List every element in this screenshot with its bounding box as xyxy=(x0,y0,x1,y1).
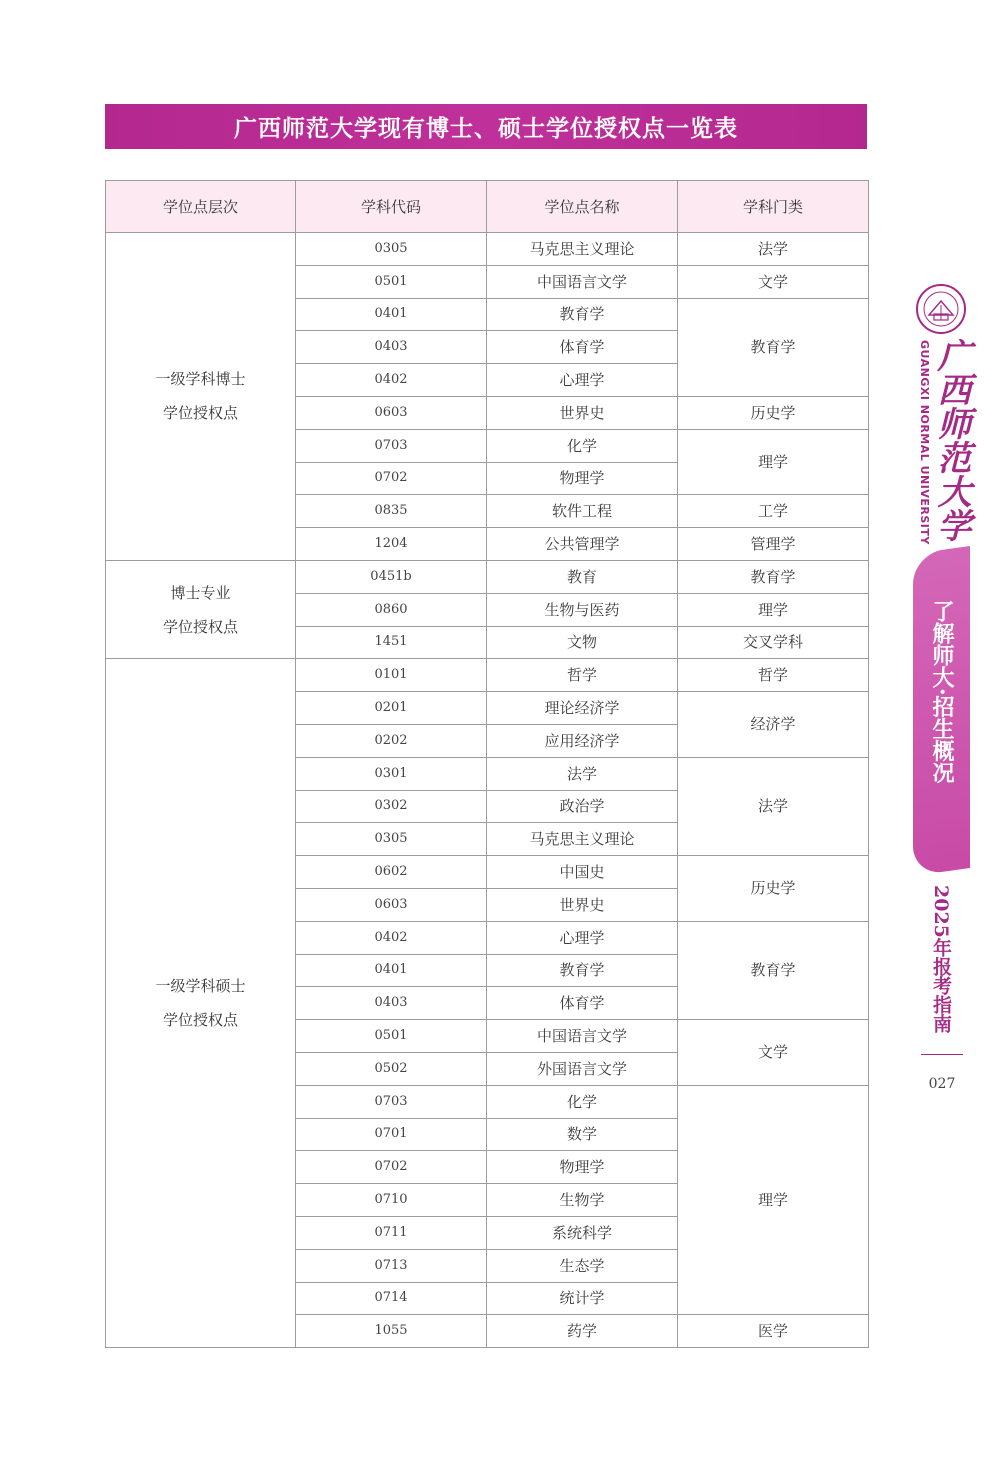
subject-code-cell: 0302 xyxy=(296,790,487,823)
degree-level-cell xyxy=(106,560,296,658)
discipline-category-cell: 文学 xyxy=(678,1020,869,1086)
degree-level-line: 一级学科硕士 xyxy=(155,977,246,996)
subject-code-cell: 0501 xyxy=(296,265,487,298)
table-row xyxy=(106,233,869,266)
subject-code-cell: 1055 xyxy=(296,1315,487,1348)
section-tab-label: 了解师大·招生概况 xyxy=(929,600,955,784)
degree-name-cell: 生物学 xyxy=(487,1184,678,1217)
subject-code-cell: 0402 xyxy=(296,364,487,397)
discipline-category-cell: 教育学 xyxy=(678,921,869,1019)
discipline-category-cell: 教育学 xyxy=(678,560,869,593)
degree-level-cell xyxy=(106,233,296,561)
discipline-category-cell: 医学 xyxy=(678,1315,869,1348)
degree-name-cell: 法学 xyxy=(487,757,678,790)
subject-code-cell: 0305 xyxy=(296,823,487,856)
table-header-row xyxy=(106,181,869,233)
subject-code-cell: 0714 xyxy=(296,1282,487,1315)
degree-name-cell: 数学 xyxy=(487,1118,678,1151)
subject-code-cell: 0305 xyxy=(296,233,487,266)
subject-code-cell: 0401 xyxy=(296,954,487,987)
table-row xyxy=(106,560,869,593)
subject-code-cell: 0702 xyxy=(296,462,487,495)
degree-name-cell: 体育学 xyxy=(487,987,678,1020)
subject-code-cell: 0701 xyxy=(296,1118,487,1151)
degree-name-cell: 马克思主义理论 xyxy=(487,233,678,266)
subject-code-cell: 0860 xyxy=(296,593,487,626)
university-name-en: GUANGXI NORMAL UNIVERSITY xyxy=(918,340,931,545)
degree-level-line: 学位授权点 xyxy=(162,1011,238,1030)
discipline-category-cell: 交叉学科 xyxy=(678,626,869,659)
subject-code-cell: 0711 xyxy=(296,1216,487,1249)
degree-level-cell xyxy=(106,659,296,1348)
degree-level-line: 博士专业 xyxy=(170,583,231,602)
degree-name-cell: 体育学 xyxy=(487,331,678,364)
discipline-category-cell: 法学 xyxy=(678,757,869,855)
discipline-category-cell: 理学 xyxy=(678,429,869,495)
header-category: 学科门类 xyxy=(678,181,869,233)
degree-name-cell: 应用经济学 xyxy=(487,724,678,757)
discipline-category-cell: 经济学 xyxy=(678,692,869,758)
degree-name-cell: 教育学 xyxy=(487,954,678,987)
discipline-category-cell: 教育学 xyxy=(678,298,869,396)
page-title: 广西师范大学现有博士、硕士学位授权点一览表 xyxy=(105,104,867,149)
subject-code-cell: 0835 xyxy=(296,495,487,528)
degree-name-cell: 政治学 xyxy=(487,790,678,823)
table-body xyxy=(106,233,869,1348)
header-level: 学位点层次 xyxy=(106,181,296,233)
page-number: 027 xyxy=(928,1076,956,1092)
subject-code-cell: 0451b xyxy=(296,560,487,593)
degree-name-cell: 化学 xyxy=(487,429,678,462)
subject-code-cell: 0202 xyxy=(296,724,487,757)
university-seal-icon xyxy=(915,283,967,335)
subject-code-cell: 1204 xyxy=(296,528,487,561)
degree-name-cell: 文物 xyxy=(487,626,678,659)
discipline-category-cell: 工学 xyxy=(678,495,869,528)
discipline-category-cell: 文学 xyxy=(678,265,869,298)
degree-name-cell: 生物与医药 xyxy=(487,593,678,626)
subject-code-cell: 0713 xyxy=(296,1249,487,1282)
subject-code-cell: 0703 xyxy=(296,1085,487,1118)
discipline-category-cell: 法学 xyxy=(678,233,869,266)
degree-name-cell: 统计学 xyxy=(487,1282,678,1315)
degree-name-cell: 物理学 xyxy=(487,1151,678,1184)
subject-code-cell: 0101 xyxy=(296,659,487,692)
subject-code-cell: 0402 xyxy=(296,921,487,954)
degree-name-cell: 心理学 xyxy=(487,364,678,397)
degree-level-line: 一级学科博士 xyxy=(155,370,246,389)
degree-name-cell: 教育学 xyxy=(487,298,678,331)
degree-name-cell: 生态学 xyxy=(487,1249,678,1282)
discipline-category-cell: 哲学 xyxy=(678,659,869,692)
subject-code-cell: 0603 xyxy=(296,396,487,429)
subject-code-cell: 0703 xyxy=(296,429,487,462)
degree-name-cell: 系统科学 xyxy=(487,1216,678,1249)
subject-code-cell: 0201 xyxy=(296,692,487,725)
degree-level-line: 学位授权点 xyxy=(162,404,238,423)
discipline-category-cell: 理学 xyxy=(678,1085,869,1315)
table-row xyxy=(106,659,869,692)
degree-name-cell: 化学 xyxy=(487,1085,678,1118)
subject-code-cell: 0603 xyxy=(296,888,487,921)
degree-name-cell: 世界史 xyxy=(487,396,678,429)
subject-code-cell: 0401 xyxy=(296,298,487,331)
subject-code-cell: 0301 xyxy=(296,757,487,790)
degree-name-cell: 公共管理学 xyxy=(487,528,678,561)
university-name-cn: 广西师范大学 xyxy=(931,338,971,542)
header-code: 学科代码 xyxy=(296,181,487,233)
subject-code-cell: 0403 xyxy=(296,987,487,1020)
guide-title: 2025年报考指南 xyxy=(930,885,952,1033)
degree-name-cell: 药学 xyxy=(487,1315,678,1348)
degree-name-cell: 物理学 xyxy=(487,462,678,495)
degree-level-line: 学位授权点 xyxy=(162,617,238,636)
degree-name-cell: 心理学 xyxy=(487,921,678,954)
subject-code-cell: 0702 xyxy=(296,1151,487,1184)
discipline-category-cell: 管理学 xyxy=(678,528,869,561)
degree-name-cell: 中国史 xyxy=(487,856,678,889)
degree-authorization-table xyxy=(105,180,869,1348)
degree-name-cell: 软件工程 xyxy=(487,495,678,528)
degree-name-cell: 中国语言文学 xyxy=(487,1020,678,1053)
subject-code-cell: 1451 xyxy=(296,626,487,659)
degree-name-cell: 哲学 xyxy=(487,659,678,692)
subject-code-cell: 0502 xyxy=(296,1052,487,1085)
degree-name-cell: 教育 xyxy=(487,560,678,593)
subject-code-cell: 0403 xyxy=(296,331,487,364)
discipline-category-cell: 理学 xyxy=(678,593,869,626)
discipline-category-cell: 历史学 xyxy=(678,856,869,922)
degree-name-cell: 马克思主义理论 xyxy=(487,823,678,856)
degree-name-cell: 理论经济学 xyxy=(487,692,678,725)
degree-name-cell: 世界史 xyxy=(487,888,678,921)
page-number-rule xyxy=(921,1054,963,1055)
degree-name-cell: 中国语言文学 xyxy=(487,265,678,298)
subject-code-cell: 0501 xyxy=(296,1020,487,1053)
degree-name-cell: 外国语言文学 xyxy=(487,1052,678,1085)
discipline-category-cell: 历史学 xyxy=(678,396,869,429)
subject-code-cell: 0710 xyxy=(296,1184,487,1217)
header-name: 学位点名称 xyxy=(487,181,678,233)
subject-code-cell: 0602 xyxy=(296,856,487,889)
